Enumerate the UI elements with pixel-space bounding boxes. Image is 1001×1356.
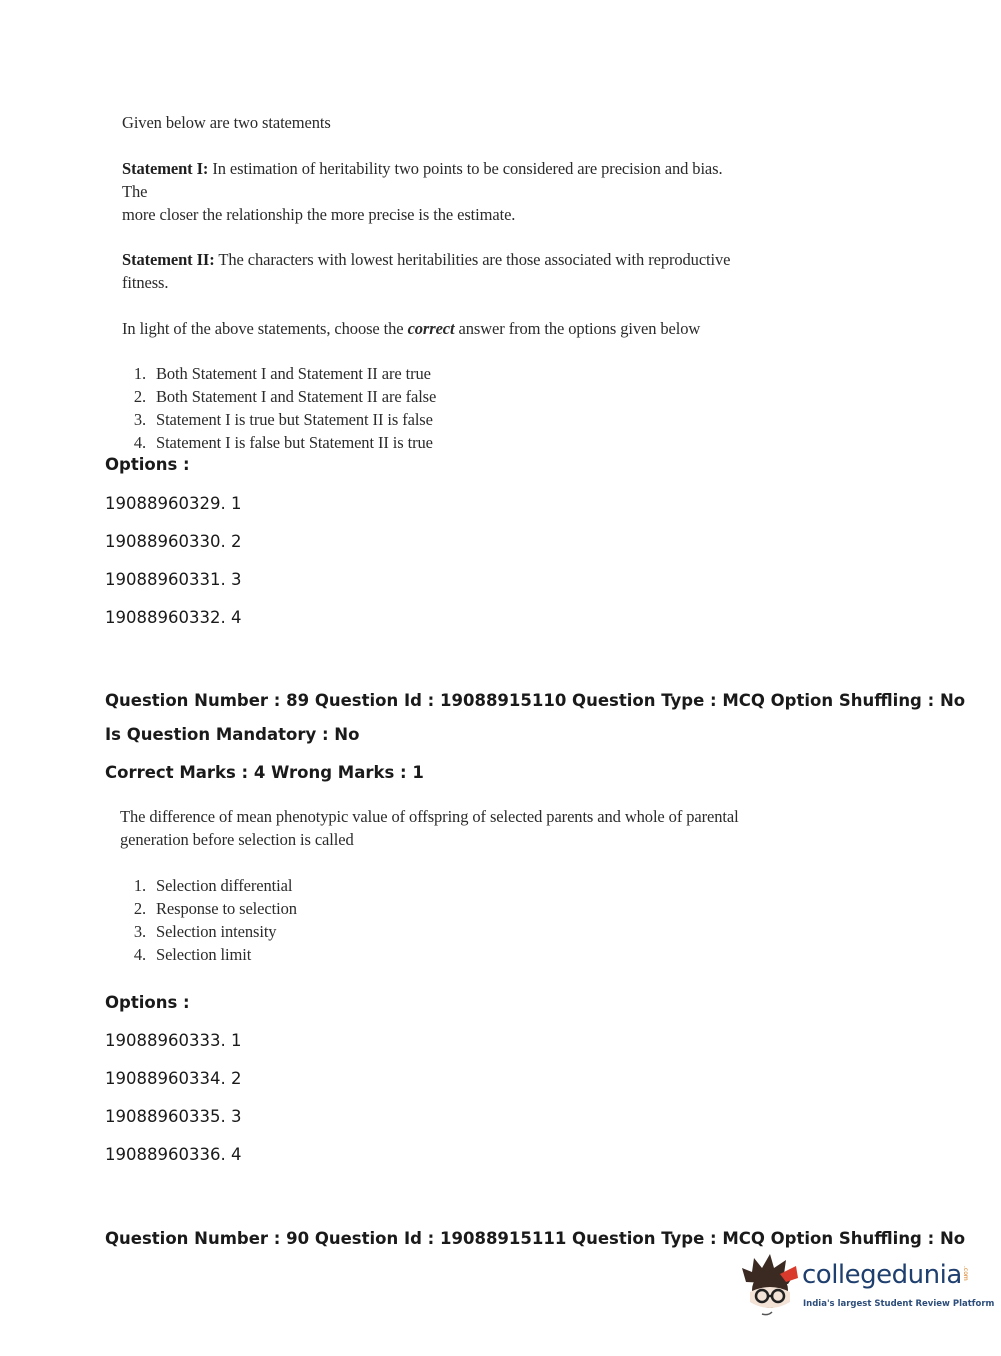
choice-item bbox=[122, 362, 742, 385]
option-row: 19088960331. 3 bbox=[105, 570, 242, 589]
choice-text: Response to selection bbox=[156, 899, 297, 918]
q89-stem-2: generation before selection is called bbox=[120, 830, 354, 849]
option-row: 19088960333. 1 bbox=[105, 1031, 242, 1050]
q88-statement-1 bbox=[122, 157, 742, 226]
option-row: 19088960330. 2 bbox=[105, 532, 242, 551]
collegedunia-logo bbox=[740, 1252, 995, 1322]
choice-number: 2. bbox=[133, 387, 146, 406]
options-label: Options : bbox=[105, 455, 190, 474]
mandatory-line: Is Question Mandatory : No bbox=[105, 725, 360, 744]
options-label: Options : bbox=[105, 993, 190, 1012]
statement-2-label: Statement II: bbox=[122, 250, 215, 269]
question-header: Question Number : 90 Question Id : 19088915111 Question Type : MCQ Option Shuffling : No bbox=[105, 1229, 966, 1248]
logo-com: .com bbox=[962, 1266, 969, 1281]
mascot-icon bbox=[740, 1252, 800, 1318]
choice-item bbox=[122, 385, 742, 408]
question-header: Question Number : 89 Question Id : 19088915110 Question Type : MCQ Option Shuffling : No bbox=[105, 691, 966, 710]
q89-scan bbox=[120, 805, 760, 966]
choice-text: Both Statement I and Statement II are false bbox=[156, 387, 437, 406]
choice-item bbox=[122, 943, 760, 966]
choice-text: Statement I is true but Statement II is false bbox=[156, 410, 433, 429]
option-row: 19088960329. 1 bbox=[105, 494, 242, 513]
option-row: 19088960335. 3 bbox=[105, 1107, 242, 1126]
choice-text: Selection limit bbox=[156, 945, 252, 964]
choice-number: 1. bbox=[133, 876, 146, 895]
choice-text: Selection intensity bbox=[156, 922, 277, 941]
instruction-pre: In light of the above statements, choose the bbox=[122, 319, 408, 338]
q88-choice-list bbox=[122, 362, 742, 454]
choice-item bbox=[122, 408, 742, 431]
q88-statement-2 bbox=[122, 248, 742, 294]
q88-intro: Given below are two statements bbox=[122, 113, 331, 132]
q89-choice-list bbox=[122, 874, 760, 966]
choice-text: Both Statement I and Statement II are true bbox=[156, 364, 431, 383]
choice-item bbox=[122, 431, 742, 454]
statement-1-text-1: In estimation of heritability two points to be considered are precision and bias. The bbox=[122, 159, 723, 201]
statement-1-text-2: more closer the relationship the more precise is the estimate. bbox=[122, 205, 516, 224]
instruction-post: answer from the options given below bbox=[454, 319, 701, 338]
option-row: 19088960334. 2 bbox=[105, 1069, 242, 1088]
choice-item bbox=[122, 897, 760, 920]
q89-stem-1: The difference of mean phenotypic value of offspring of selected parents and whole of parental bbox=[120, 807, 739, 826]
statement-1-label: Statement I: bbox=[122, 159, 209, 178]
choice-number: 4. bbox=[133, 945, 146, 964]
instruction-emphasis: correct bbox=[407, 319, 455, 338]
choice-number: 4. bbox=[133, 433, 146, 452]
option-row: 19088960336. 4 bbox=[105, 1145, 242, 1164]
choice-number: 3. bbox=[133, 922, 146, 941]
choice-text: Selection differential bbox=[156, 876, 293, 895]
marks-line: Correct Marks : 4 Wrong Marks : 1 bbox=[105, 763, 424, 782]
choice-item bbox=[122, 920, 760, 943]
statement-2-text-1: The characters with lowest heritabilities are those associated with reproductive bbox=[218, 250, 731, 269]
choice-item bbox=[122, 874, 760, 897]
q88-scan bbox=[122, 111, 742, 454]
option-row: 19088960332. 4 bbox=[105, 608, 242, 627]
choice-number: 1. bbox=[133, 364, 146, 383]
choice-number: 3. bbox=[133, 410, 146, 429]
choice-text: Statement I is false but Statement II is true bbox=[156, 433, 433, 452]
logo-tagline: India's largest Student Review Platform bbox=[803, 1299, 995, 1309]
q88-instruction bbox=[122, 317, 742, 340]
choice-number: 2. bbox=[133, 899, 146, 918]
logo-wordmark: collegedunia bbox=[802, 1260, 962, 1290]
statement-2-text-2: fitness. bbox=[122, 273, 169, 292]
